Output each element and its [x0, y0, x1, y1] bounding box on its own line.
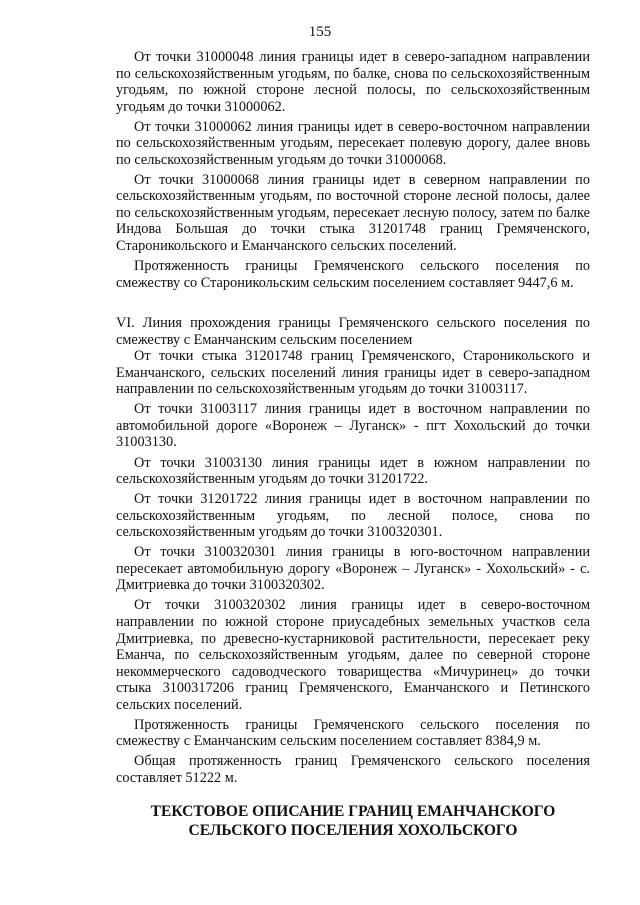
paragraph: От точки 3100320301 линия границы в юго-восточном направлении пересекает автомобильную дорогу «Воронеж – Луганск» - Хохольский» - с. Дмитриевка до точки 3100320302. [116, 544, 590, 594]
section-title [116, 802, 590, 840]
paragraph: От точки 31201722 линия границы идет в восточном направлении по сельскохозяйственным угодьям, по лесной полосе, снова по сельскохозяйственным угодьям до точки 3100320301. [116, 491, 590, 541]
section-title-line-1: ТЕКСТОВОЕ ОПИСАНИЕ ГРАНИЦ ЕМАНЧАНСКОГО [150, 803, 556, 820]
paragraph: От точки стыка 31201748 границ Гремяченского, Староникольского и Еманчанского, сельских поселений линия границы идет в северо-западном направлении по сельскохозяйственным угодьям до точки 31003117. [116, 348, 590, 398]
paragraph: От точки 31000068 линия границы идет в северном направлении по сельскохозяйственным угодьям, по восточной стороне лесной полосы, далее по сельскохозяйственным угодьям, пересекает лесную полосу, затем по балке Индова Большая до точки стыка 31201748 границ Гремяченского, Староникольского и Еманчанского сельских поселений. [116, 171, 590, 255]
paragraph: От точки 31000048 линия границы идет в северо-западном направлении по сельскохозяйственным угодьям, по балке, снова по сельскохозяйственным угодьям, по южной стороне лесной полосы, по сельскохозяйственным угодьям до точки 31000062. [116, 49, 590, 115]
subsection-heading: VI. Линия прохождения границы Гремяченского сельского поселения по смежеству с Еманчанским сельским поселением [116, 315, 590, 348]
paragraph: От точки 3100320302 линия границы идет в северо-восточном направлении по южной стороне приусадебных земельных участков села Дмитриевка, по древесно-кустарниковой растительности, пересекает реку Еманча, по сельскохозяйственным угодьям, далее по северной стороне некоммерческого садоводческого товарищества «Мичуринец» до точки стыка 3100317206 границ Гремяченского, Еманчанского и Петинского сельских поселений. [116, 597, 590, 713]
paragraph: Протяженность границы Гремяченского сельского поселения по смежеству со Староникольским сельским поселением составляет 9447,6 м. [116, 258, 590, 291]
document-body [116, 49, 590, 790]
paragraph: От точки 31003130 линия границы идет в южном направлении по сельскохозяйственным угодьям до точки 31201722. [116, 454, 590, 488]
paragraph: Протяженность границы Гремяченского сельского поселения по смежеству с Еманчанским сельским поселением составляет 8384,9 м. [116, 716, 590, 750]
paragraph: От точки 31003117 линия границы идет в восточном направлении по автомобильной дороге «Воронеж – Луганск» - пгт Хохольский до точки 31003130. [116, 401, 590, 451]
paragraph: От точки 31000062 линия границы идет в северо-восточном направлении по сельскохозяйственным угодьям, пересекает полевую дорогу, далее вновь по сельскохозяйственным угодьям до точки 31000068. [116, 118, 590, 168]
section-title-line-2: СЕЛЬСКОГО ПОСЕЛЕНИЯ ХОХОЛЬСКОГО [188, 822, 518, 839]
paragraph: Общая протяженность границ Гремяченского сельского поселения составляет 51222 м. [116, 753, 590, 786]
page-number: 155 [308, 24, 332, 40]
